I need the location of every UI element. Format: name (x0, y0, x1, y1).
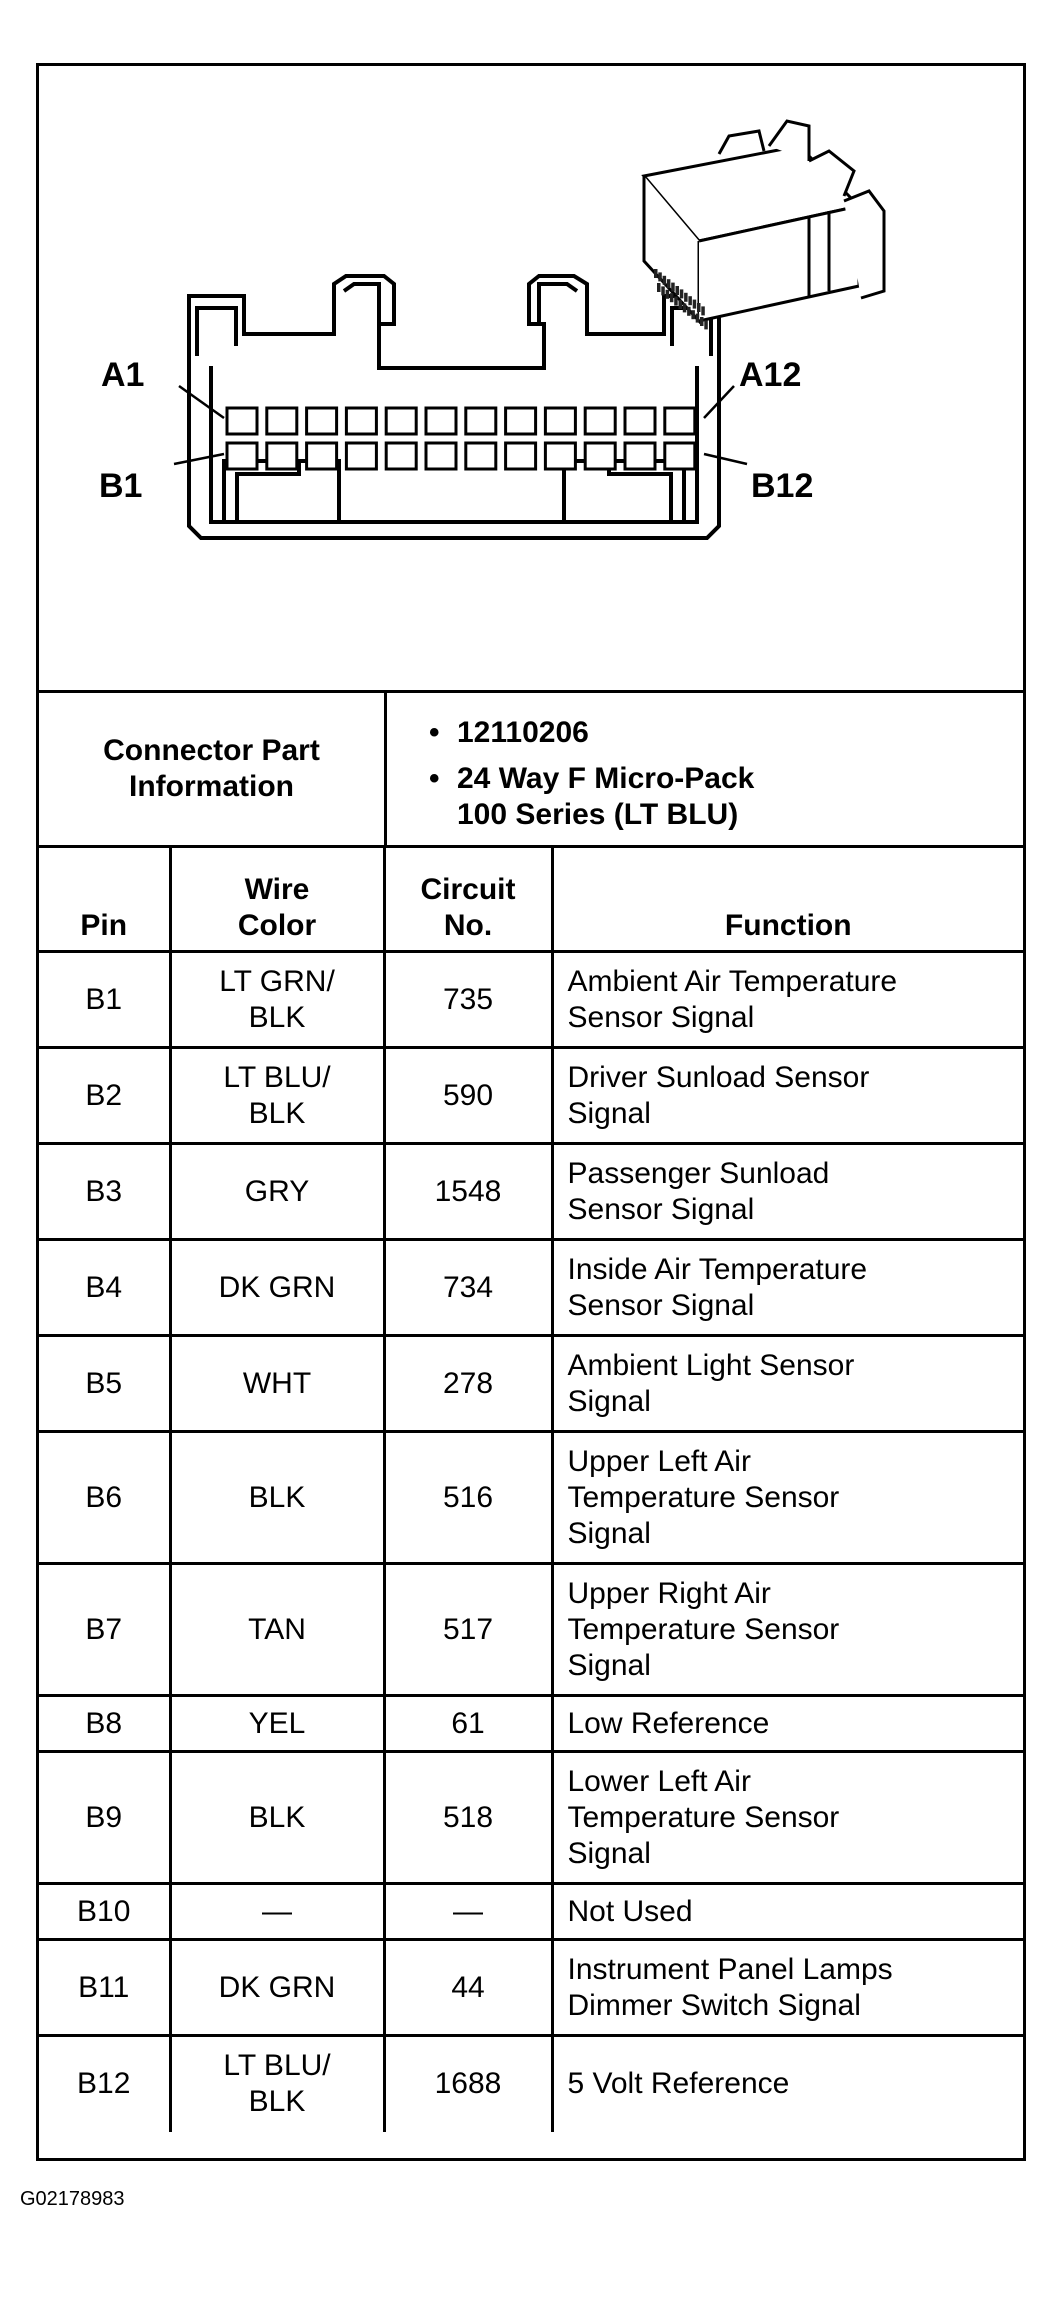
wire-color-cell (170, 1048, 384, 1144)
pin-cavity-b3 (307, 443, 337, 469)
pin-cavity-b4 (346, 443, 376, 469)
function-cell-text: Signal (567, 1384, 651, 1418)
iso-pin-cavity (688, 296, 692, 305)
pin-cavity-b8 (506, 443, 536, 469)
function-cell-text: Low Reference (567, 1706, 770, 1740)
table-row (39, 1884, 1023, 1940)
pin-cavity-b6 (426, 443, 456, 469)
leader-b1 (174, 454, 224, 464)
pin-cell (39, 1940, 170, 2036)
pin-cell (39, 1696, 170, 1752)
function-cell (552, 1696, 1023, 1752)
function-cell-text: Sensor Signal (567, 1000, 755, 1034)
pin-cavity-a10 (585, 408, 615, 434)
wire-color-cell (170, 1336, 384, 1432)
function-cell-text: Sensor Signal (567, 1192, 755, 1226)
iso-pin-cavity (697, 303, 701, 312)
function-cell-text: Ambient Light Sensor (567, 1348, 855, 1382)
bullet-icon: • (429, 716, 440, 749)
pin-cavity-b7 (466, 443, 496, 469)
circuit-cell-text: 734 (442, 1270, 494, 1304)
pin-cell-text: B6 (85, 1480, 123, 1514)
iso-pin-cavity (696, 314, 700, 323)
connector-part-info-values (387, 693, 1023, 845)
connector-part-info-label (39, 693, 387, 845)
pin-cavity-a4 (346, 408, 376, 434)
iso-pin-cavity (684, 293, 688, 302)
wire-color-cell (170, 952, 384, 1048)
table-row (39, 1240, 1023, 1336)
pin-row-b (227, 443, 695, 469)
iso-pin-cavity (704, 320, 708, 329)
pin-cell-text: B11 (78, 1970, 130, 2004)
pin-cavity-b2 (267, 443, 297, 469)
function-cell-text: Upper Left Air (567, 1444, 751, 1478)
pin-label-a12: A12 (739, 356, 802, 394)
iso-pin-cavity (691, 310, 695, 319)
pin-cavity-b5 (386, 443, 416, 469)
pin-cell-text: B3 (85, 1174, 123, 1208)
wire-color-cell-text: WHT (242, 1366, 312, 1400)
pin-cavity-a8 (506, 408, 536, 434)
wire-color-cell-text: BLK (248, 1800, 306, 1834)
pin-label-a1: A1 (101, 356, 145, 394)
pin-cell-text: B8 (85, 1706, 123, 1740)
pin-cell (39, 1240, 170, 1336)
pin-cavity-b12 (665, 443, 695, 469)
circuit-cell-text: 44 (451, 1970, 485, 2004)
iso-pin-cavity (683, 303, 687, 312)
circuit-cell (384, 952, 552, 1048)
bullet-icon: • (429, 762, 440, 795)
pin-cavity-a3 (307, 408, 337, 434)
function-cell-text: Ambient Air Temperature (567, 964, 898, 998)
iso-pin-cavity (693, 300, 697, 309)
circuit-cell (384, 1752, 552, 1884)
function-cell (552, 1240, 1023, 1336)
function-cell (552, 1752, 1023, 1884)
circuit-cell-text: 278 (442, 1366, 494, 1400)
pin-function-table (39, 848, 1023, 2132)
wire-color-cell-text: DK GRN (218, 1970, 336, 2004)
table-row (39, 1940, 1023, 2036)
iso-pin-cavity (666, 290, 670, 299)
function-cell-text: Lower Left Air (567, 1764, 751, 1798)
part-number-item (429, 715, 589, 751)
wire-color-cell-text: LT BLU/ (223, 1060, 331, 1094)
connector-description-item (429, 761, 755, 833)
circuit-cell-text: 735 (442, 982, 494, 1016)
pin-cell (39, 1752, 170, 1884)
connector-part-info (39, 693, 1023, 848)
iso-pin-cavity (654, 269, 658, 278)
function-cell-text: Passenger Sunload (567, 1156, 830, 1190)
wire-color-cell-text: BLK (248, 1000, 306, 1034)
wire-color-cell-text: DK GRN (218, 1270, 336, 1304)
table-row (39, 1564, 1023, 1696)
wire-color-cell-text: — (262, 1894, 292, 1928)
pin-cell (39, 1432, 170, 1564)
table-row (39, 2036, 1023, 2132)
wire-color-cell (170, 1884, 384, 1940)
connector-description-line2: 100 Series (LT BLU) (457, 798, 739, 831)
iso-pin-cavity (658, 272, 662, 281)
function-cell-text: Instrument Panel Lamps (567, 1952, 893, 1986)
circuit-cell (384, 1240, 552, 1336)
function-cell (552, 1336, 1023, 1432)
connector-description-line1: 24 Way F Micro-Pack (457, 762, 755, 795)
wire-color-cell (170, 1696, 384, 1752)
table-row (39, 1696, 1023, 1752)
table-row (39, 1048, 1023, 1144)
pin-cell (39, 1884, 170, 1940)
iso-pin-cavity (657, 283, 661, 292)
wire-color-cell (170, 1144, 384, 1240)
wire-color-cell-text: LT GRN/ (219, 964, 335, 998)
pin-cavity-a5 (386, 408, 416, 434)
header-circuit-no: Circuit No. (384, 848, 552, 952)
wire-color-cell-text: GRY (244, 1174, 310, 1208)
pin-cell (39, 1144, 170, 1240)
function-cell-text: Upper Right Air (567, 1576, 771, 1610)
pin-cavity-b10 (585, 443, 615, 469)
pin-cell-text: B10 (77, 1894, 131, 1928)
table-row (39, 1752, 1023, 1884)
function-cell-text: Signal (567, 1836, 651, 1870)
header-pin: Pin (39, 848, 170, 952)
function-cell-text: Dimmer Switch Signal (567, 1988, 861, 2022)
connector-face-diagram (39, 66, 1023, 690)
iso-pin-cavity (700, 317, 704, 326)
iso-pin-cavity (687, 307, 691, 316)
iso-pin-cavity (670, 293, 674, 302)
circuit-cell-text: 516 (442, 1480, 494, 1514)
iso-pin-cavity (674, 297, 678, 306)
circuit-cell-text: — (453, 1894, 483, 1928)
wire-color-cell-text: BLK (248, 1480, 306, 1514)
iso-pin-cavity (671, 283, 675, 292)
info-label-line2: Information (129, 770, 294, 803)
iso-pin-cavity (676, 286, 680, 295)
table-row (39, 1336, 1023, 1432)
table-row (39, 1432, 1023, 1564)
connector-diagram-panel (39, 66, 1023, 693)
iso-pin-cavity (680, 289, 684, 298)
function-cell-text: Temperature Sensor (567, 1612, 840, 1646)
table-header-row (39, 848, 1023, 952)
info-label-line1: Connector Part (103, 734, 320, 767)
pin-cell (39, 952, 170, 1048)
circuit-cell (384, 1048, 552, 1144)
wire-color-cell (170, 1432, 384, 1564)
pin-cell-text: B9 (85, 1800, 123, 1834)
function-cell-text: Inside Air Temperature (567, 1252, 868, 1286)
pin-cavity-a7 (466, 408, 496, 434)
function-cell-text: Signal (567, 1096, 651, 1130)
pin-row-a (227, 408, 695, 434)
function-cell-text: Temperature Sensor (567, 1480, 840, 1514)
pin-cell-text: B2 (85, 1078, 123, 1112)
circuit-cell (384, 1432, 552, 1564)
circuit-cell (384, 1336, 552, 1432)
iso-pin-cavity (679, 300, 683, 309)
pin-cavity-a1 (227, 408, 257, 434)
circuit-cell-text: 590 (442, 1078, 494, 1112)
pin-cavity-a12 (665, 408, 695, 434)
circuit-cell (384, 1884, 552, 1940)
wire-color-cell-text: BLK (248, 1096, 306, 1130)
wire-color-cell (170, 1564, 384, 1696)
function-cell (552, 1048, 1023, 1144)
pin-cell-text: B12 (77, 2067, 131, 2101)
circuit-cell (384, 2036, 552, 2132)
function-cell-text: Sensor Signal (567, 1288, 755, 1322)
pin-cavity-a2 (267, 408, 297, 434)
pin-cell (39, 1336, 170, 1432)
table-row (39, 952, 1023, 1048)
function-cell-text: Temperature Sensor (567, 1800, 840, 1834)
pin-leader-lines (174, 386, 747, 464)
pin-label-b1: B1 (99, 467, 143, 505)
pin-cavity-a6 (426, 408, 456, 434)
pin-cell-text: B4 (85, 1270, 123, 1304)
circuit-cell-text: 1688 (434, 2067, 502, 2101)
circuit-cell-text: 518 (442, 1800, 494, 1834)
pin-cell (39, 1048, 170, 1144)
function-cell-text: 5 Volt Reference (567, 2067, 790, 2101)
function-cell (552, 1884, 1023, 1940)
wire-color-cell-text: TAN (248, 1612, 306, 1646)
wire-color-cell (170, 1940, 384, 2036)
function-cell (552, 1940, 1023, 2036)
header-function: Function (552, 848, 1023, 952)
iso-pin-cavity (663, 276, 667, 285)
circuit-cell-text: 61 (451, 1706, 485, 1740)
pin-cell-text: B1 (85, 982, 123, 1016)
function-cell (552, 1144, 1023, 1240)
wire-color-cell-text: YEL (248, 1706, 306, 1740)
pin-label-b12: B12 (751, 467, 814, 505)
circuit-cell (384, 1144, 552, 1240)
pin-cell-text: B7 (85, 1612, 123, 1646)
pin-cavity-a9 (545, 408, 575, 434)
function-cell-text: Signal (567, 1516, 651, 1550)
pin-cavity-b11 (625, 443, 655, 469)
figure-code: G02178983 (20, 2188, 125, 2210)
leader-a1 (179, 386, 224, 418)
circuit-cell (384, 1940, 552, 2036)
pin-cell-text: B5 (85, 1366, 123, 1400)
circuit-cell (384, 1696, 552, 1752)
iso-pin-cavity (701, 306, 705, 315)
pin-cavity-b1 (227, 443, 257, 469)
part-number: 12110206 (457, 716, 589, 749)
pin-cavity-b9 (545, 443, 575, 469)
wire-color-cell-text: LT BLU/ (223, 2049, 331, 2083)
table-row (39, 1144, 1023, 1240)
function-cell-text: Driver Sunload Sensor (567, 1060, 870, 1094)
pin-cell (39, 2036, 170, 2132)
function-cell (552, 952, 1023, 1048)
function-cell-text: Signal (567, 1648, 651, 1682)
wire-color-cell-text: BLK (248, 2085, 306, 2119)
iso-pin-cavity (661, 286, 665, 295)
function-cell (552, 1432, 1023, 1564)
wire-color-cell (170, 2036, 384, 2132)
wire-color-cell (170, 1752, 384, 1884)
pin-cell (39, 1564, 170, 1696)
leader-b12 (704, 454, 747, 464)
circuit-cell-text: 517 (442, 1612, 494, 1646)
wire-color-cell (170, 1240, 384, 1336)
circuit-cell-text: 1548 (434, 1174, 502, 1208)
function-cell-text: Not Used (567, 1894, 693, 1928)
header-wire-color: Wire Color (170, 848, 384, 952)
iso-pin-cavity (667, 279, 671, 288)
function-cell (552, 2036, 1023, 2132)
connector-sheet (36, 63, 1026, 2161)
function-cell (552, 1564, 1023, 1696)
circuit-cell (384, 1564, 552, 1696)
pin-cavity-a11 (625, 408, 655, 434)
